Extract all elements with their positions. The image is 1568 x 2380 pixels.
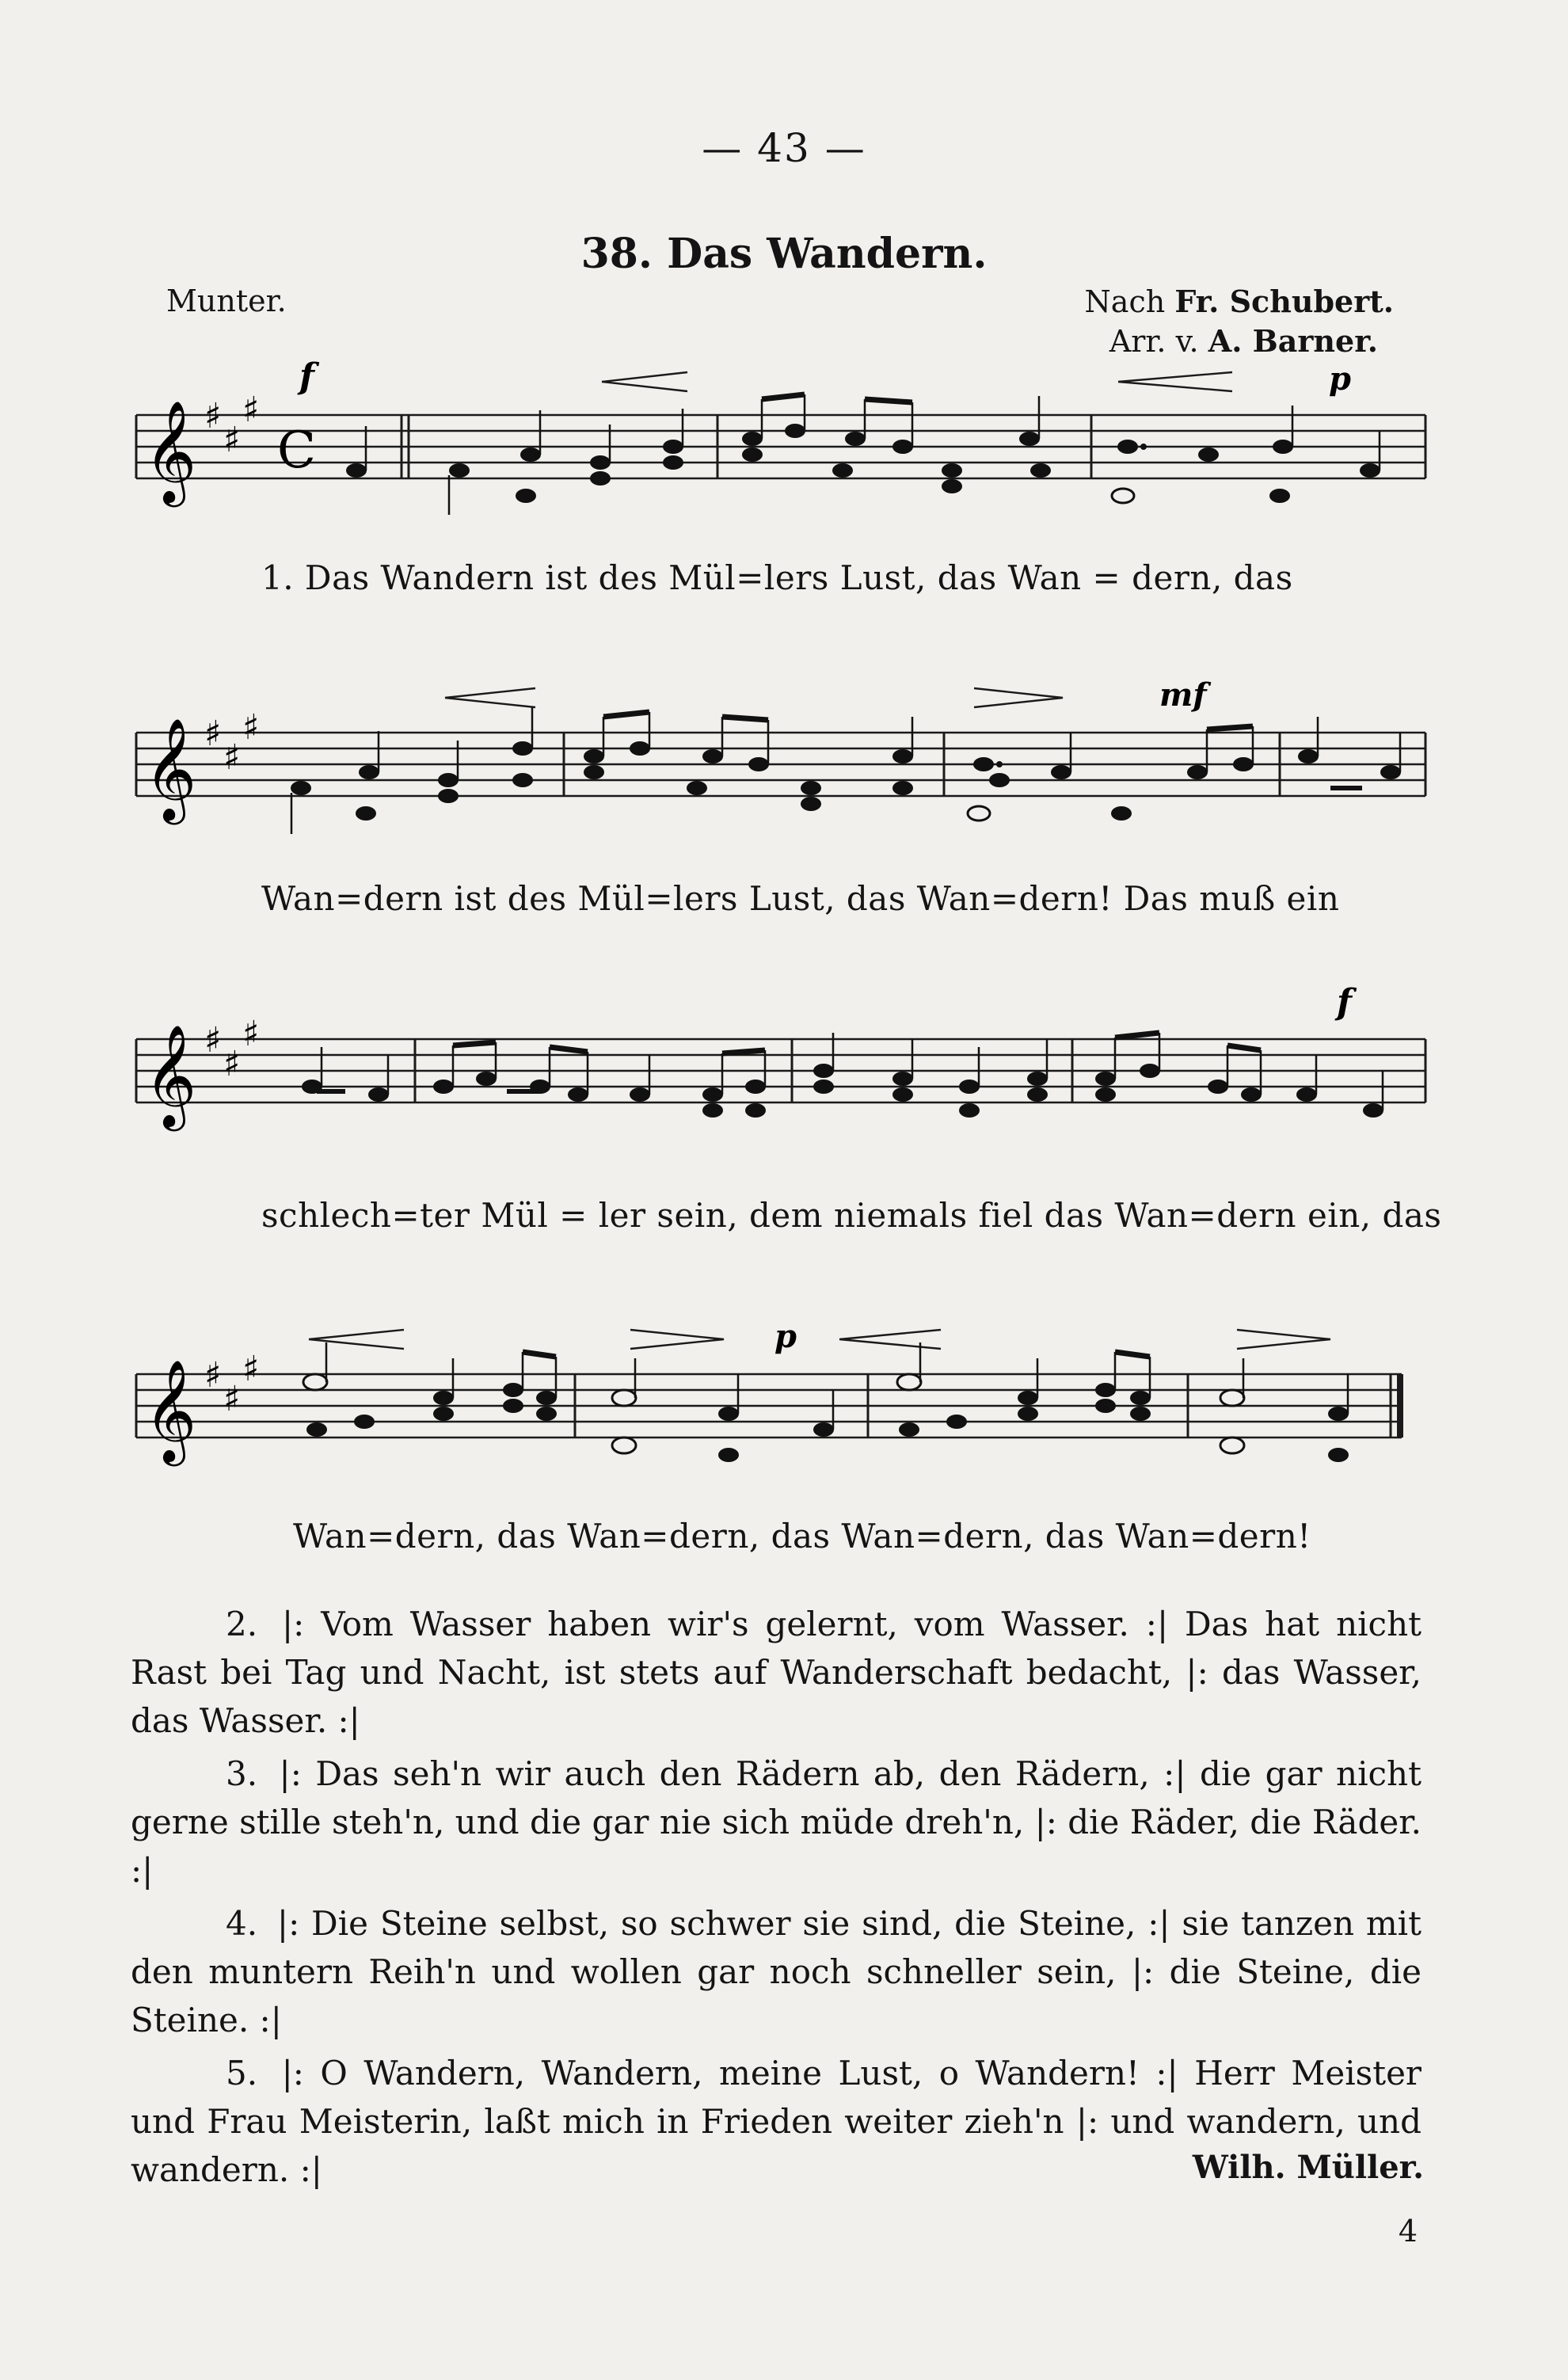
staff-system-1 [0, 348, 1568, 586]
staff-system-4 [0, 1311, 1568, 1548]
lyric-line-1: 1. Das Wandern ist des Mül=lers Lust, das Wan = dern, das [261, 558, 1293, 597]
notes-system-4 [303, 1342, 1349, 1462]
svg-text:♯: ♯ [204, 1020, 222, 1061]
svg-text:♯: ♯ [204, 1355, 222, 1396]
verse-text: |: Die Steine selbst, so schwer sie sind, die Steine, :| sie tanzen mit den muntern Reih'n und wollen gar noch schneller sein, |: die Steine, die Steine. :| [131, 1904, 1421, 2039]
svg-text:♯: ♯ [242, 390, 260, 430]
hairpins [309, 1330, 1330, 1349]
verse-number: 5. [226, 2054, 258, 2092]
staff-lines [136, 415, 1425, 478]
svg-text:♯: ♯ [223, 1044, 241, 1084]
composer-credit [1085, 284, 1394, 319]
dynamic-forte: f [1337, 982, 1352, 1022]
lyric-line-4: Wan=dern, das Wan=dern, das Wan=dern, das Wan=dern! [293, 1517, 1311, 1556]
svg-text:♯: ♯ [242, 1349, 260, 1389]
dynamic-mezzoforte: mf [1159, 676, 1207, 714]
lyric-line-3: schlech=ter Mül = ler sein, dem niemals fiel das Wan=dern ein, das [261, 1196, 1442, 1235]
song-title: 38. Das Wandern. [580, 230, 988, 278]
key-signature-sharps [204, 390, 259, 460]
svg-text:♯: ♯ [242, 707, 260, 748]
dynamic-piano: p [1329, 360, 1351, 398]
svg-text:♯: ♯ [204, 396, 222, 436]
page-number: — 43 — [702, 125, 866, 171]
verse-3 [131, 1750, 1421, 1894]
lyricist-credit: Wilh. Müller. [1192, 2149, 1424, 2186]
verse-text: |: Das seh'n wir auch den Rädern ab, den Rädern, :| die gar nicht gerne stille steh'n, und die gar nie sich müde dreh'n, |: die Räder, die Räder. :| [131, 1754, 1422, 1890]
notes-system-2 [291, 707, 1401, 834]
common-time-icon: C [277, 421, 316, 480]
staff-lines [136, 733, 1425, 796]
svg-text:♯: ♯ [223, 1379, 241, 1419]
verse-number: 3. [226, 1754, 258, 1793]
additional-verses [131, 1600, 1421, 2199]
verse-number: 4. [226, 1904, 258, 1943]
dynamic-forte: f [299, 356, 314, 397]
treble-clef-icon: 𝄞 [144, 400, 197, 503]
credit-arr-prefix: Arr. v. [1109, 324, 1199, 359]
credit-nach: Nach [1084, 284, 1166, 319]
verse-4 [131, 1899, 1421, 2044]
arranger-name: A. Barner. [1208, 323, 1378, 359]
verse-text: |: Vom Wasser haben wir's gelernt, vom Wasser. :| Das hat nicht Rast bei Tag und Nacht, ist stets auf Wanderschaft bedacht, |: das Wasser, das Wasser. :| [131, 1605, 1421, 1740]
verse-number: 2. [226, 1605, 258, 1643]
key-signature-sharps [204, 1014, 259, 1084]
key-signature-sharps [204, 707, 259, 778]
staff-system-3 [0, 982, 1568, 1228]
treble-clef-icon: 𝄞 [144, 1359, 197, 1462]
treble-clef-icon: 𝄞 [144, 718, 197, 821]
svg-text:♯: ♯ [242, 1014, 260, 1054]
hairpins [602, 372, 1232, 391]
dynamic-piano: p [774, 1318, 797, 1355]
lyric-line-2: Wan=dern ist des Mül=lers Lust, das Wan=dern! Das muß ein [261, 879, 1340, 918]
svg-text:♯: ♯ [223, 737, 241, 778]
composer-name: Fr. Schubert. [1174, 284, 1394, 319]
verse-2 [131, 1600, 1421, 1745]
notes-system-3 [302, 1033, 1383, 1118]
staff-system-2 [0, 669, 1568, 907]
tempo-marking: Munter. [166, 284, 287, 318]
printer-signature-mark: 4 [1398, 2214, 1418, 2249]
notes-system-1 [346, 394, 1380, 515]
hairpins [445, 688, 1063, 707]
treble-clef-icon: 𝄞 [144, 1024, 197, 1127]
svg-text:♯: ♯ [223, 420, 241, 460]
verse-text: |: O Wandern, Wandern, meine Lust, o Wandern! :| Herr Meister und Frau Meisterin, laßt mich in Frieden weiter zieh'n |: und wandern, und wandern. :| [131, 2054, 1421, 2189]
key-signature-sharps [204, 1349, 259, 1419]
svg-text:♯: ♯ [204, 714, 222, 754]
